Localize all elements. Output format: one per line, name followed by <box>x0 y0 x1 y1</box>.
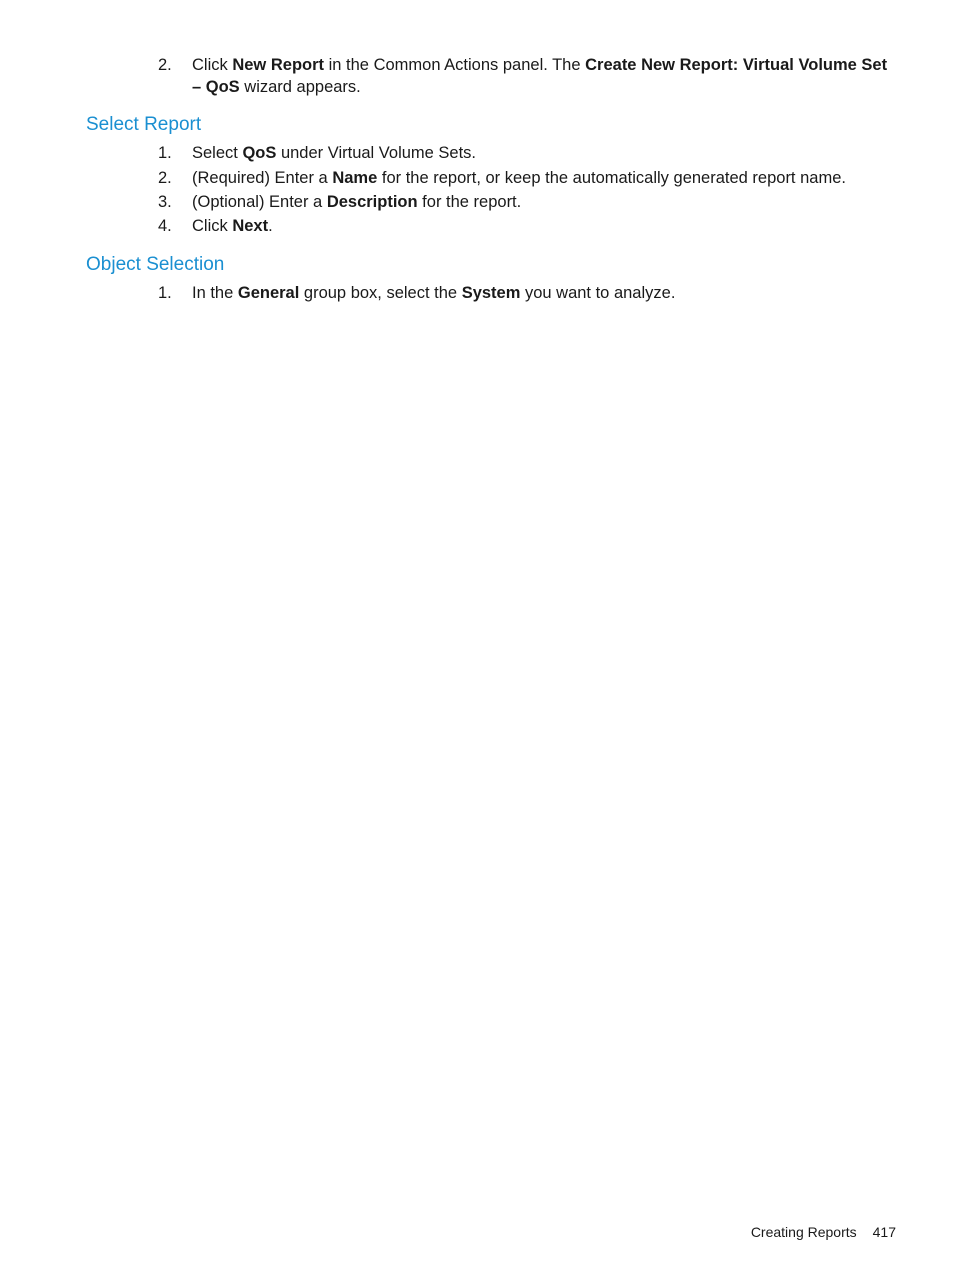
step-text-part: in the Common Actions panel. The <box>324 56 586 74</box>
ui-term: Description <box>326 193 418 211</box>
section-heading-select-report: Select Report <box>86 114 202 135</box>
step-text-part: Select <box>192 144 243 162</box>
step-text-part: under Virtual Volume Sets. <box>276 144 477 162</box>
list-item <box>158 142 898 164</box>
step-text <box>192 282 898 304</box>
step-text-part: In the <box>192 284 238 302</box>
page-number: 417 <box>872 1224 896 1240</box>
step-text-part: Click <box>192 217 233 235</box>
ui-term-new-report: New Report <box>232 56 325 74</box>
footer-section-title: Creating Reports <box>750 1224 857 1240</box>
step-text-part: wizard appears. <box>239 78 361 96</box>
step-number: 1. <box>158 284 172 302</box>
step-number: 2. <box>158 169 172 187</box>
ui-term: Next <box>232 217 269 235</box>
step-text-part: you want to analyze. <box>520 284 676 302</box>
step-text <box>192 191 898 213</box>
step-text-part: (Optional) Enter a <box>192 193 327 211</box>
ui-term: System <box>461 284 521 302</box>
step-number: 3. <box>158 193 172 211</box>
step-text-part: for the report. <box>417 193 522 211</box>
ui-term: QoS <box>242 144 277 162</box>
step-text <box>192 167 898 189</box>
step-text-part: . <box>268 217 273 235</box>
intro-step <box>158 54 898 98</box>
list-item <box>158 282 898 304</box>
list-item <box>158 215 898 237</box>
ui-term: Name <box>332 169 378 187</box>
step-number: 1. <box>158 144 172 162</box>
step-text-part: group box, select the <box>299 284 462 302</box>
ui-term-wizard-title: Create New Report: Virtual Volume Set – QoS <box>192 56 888 96</box>
list-item <box>158 167 898 189</box>
step-text-part: for the report, or keep the automatically generated report name. <box>377 169 846 187</box>
section-heading-object-selection: Object Selection <box>86 254 225 275</box>
list-item <box>158 191 898 213</box>
step-text <box>192 142 898 164</box>
page-footer <box>751 1222 896 1242</box>
step-text-part: (Required) Enter a <box>192 169 333 187</box>
ui-term: General <box>237 284 300 302</box>
step-number: 4. <box>158 217 172 235</box>
step-text <box>192 54 898 98</box>
step-text-part: Click <box>192 56 233 74</box>
step-text <box>192 215 898 237</box>
step-number: 2. <box>158 56 172 74</box>
